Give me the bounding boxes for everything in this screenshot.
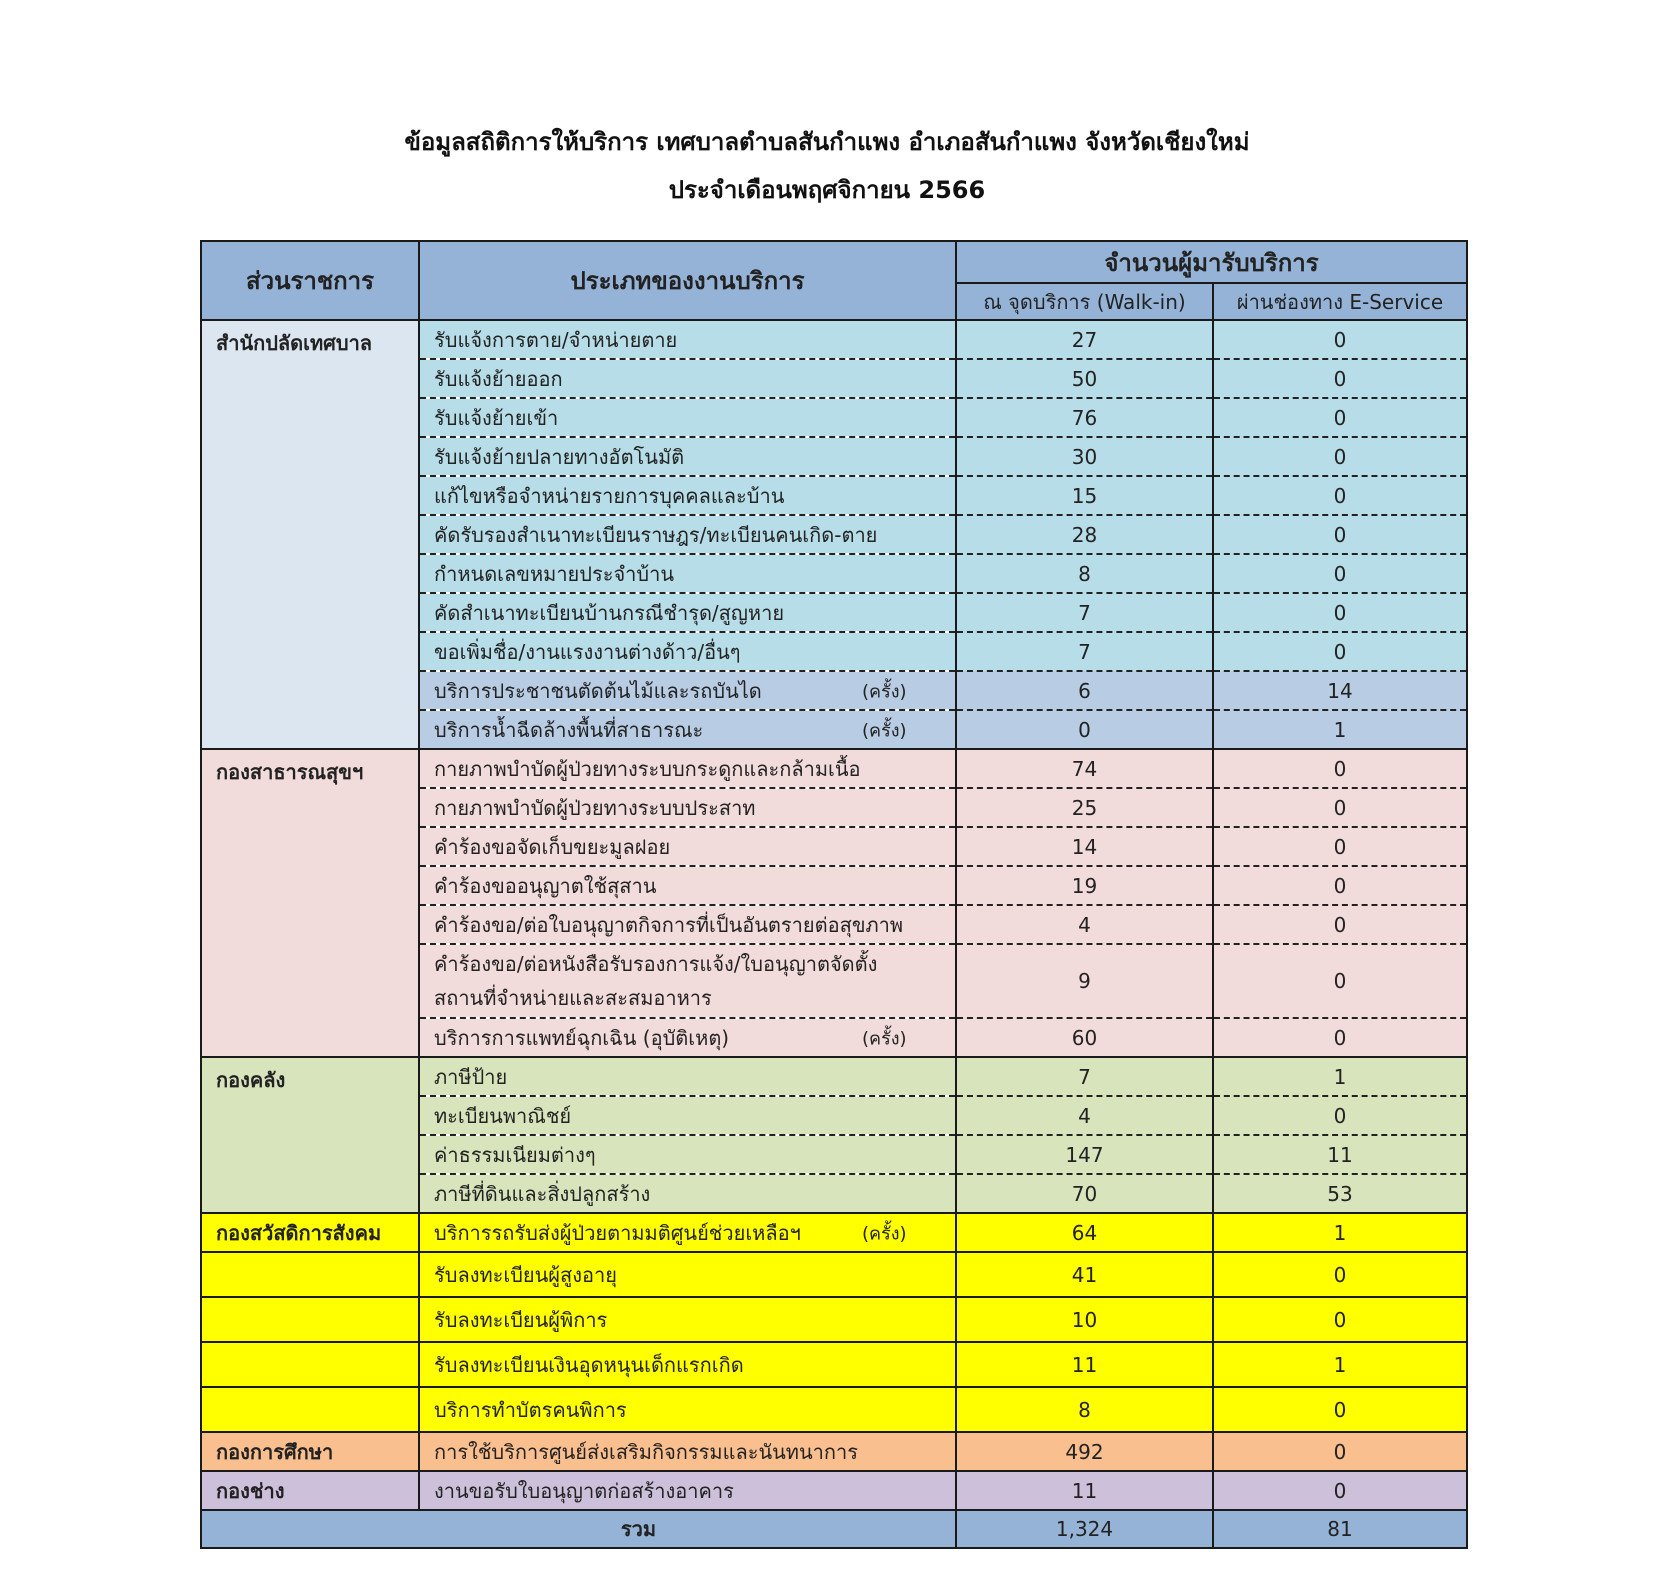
header-walkin: ณ จุดบริการ (Walk-in) [956, 283, 1213, 320]
service-cell: งานขอรับใบอนุญาตก่อสร้างอาคาร [419, 1471, 956, 1510]
service-cell: แก้ไขหรือจำหน่ายรายการบุคคลและบ้าน [419, 476, 956, 515]
total-label: รวม [201, 1510, 956, 1548]
service-cell: ค่าธรรมเนียมต่างๆ [419, 1135, 956, 1174]
service-cell: คัดรับรองสำเนาทะเบียนราษฎร/ทะเบียนคนเกิด-ตาย [419, 515, 956, 554]
service-cell: รับแจ้งย้ายปลายทางอัตโนมัติ [419, 437, 956, 476]
walkin-cell: 50 [956, 359, 1213, 398]
header-recipients: จำนวนผู้มารับบริการ [956, 241, 1467, 283]
service-label-line2: สถานที่จำหน่ายและสะสมอาหาร [434, 986, 712, 1010]
eservice-cell: 0 [1213, 1096, 1467, 1135]
eservice-cell: 0 [1213, 1471, 1467, 1510]
table-row [201, 1471, 1467, 1510]
service-cell [419, 1018, 956, 1057]
service-cell: รับแจ้งการตาย/จำหน่ายตาย [419, 320, 956, 359]
walkin-cell: 11 [956, 1342, 1213, 1387]
department-cell-finance: กองคลัง [201, 1057, 419, 1213]
walkin-cell: 70 [956, 1174, 1213, 1213]
service-cell: กายภาพบำบัดผู้ป่วยทางระบบกระดูกและกล้ามเนื้อ [419, 749, 956, 788]
walkin-cell: 147 [956, 1135, 1213, 1174]
total-eservice: 81 [1213, 1510, 1467, 1548]
unit-label: (ครั้ง) [862, 681, 907, 702]
service-label: บริการน้ำฉีดล้างพื้นที่สาธารณะ [434, 717, 704, 742]
eservice-cell: 1 [1213, 1213, 1467, 1252]
walkin-cell: 60 [956, 1018, 1213, 1057]
walkin-cell: 7 [956, 593, 1213, 632]
service-cell: คำร้องขอจัดเก็บขยะมูลฝอย [419, 827, 956, 866]
walkin-cell: 25 [956, 788, 1213, 827]
service-cell: ภาษีที่ดินและสิ่งปลูกสร้าง [419, 1174, 956, 1213]
service-label: บริการการแพทย์ฉุกเฉิน (อุบัติเหตุ) [434, 1025, 730, 1050]
department-cell-empty [201, 1387, 419, 1432]
table-row [201, 749, 1467, 788]
service-cell [419, 944, 956, 1018]
service-cell: คำร้องขอ/ต่อใบอนุญาตกิจการที่เป็นอันตรายต่อสุขภาพ [419, 905, 956, 944]
walkin-cell: 8 [956, 1387, 1213, 1432]
department-cell-welfare: กองสวัสดิการสังคม [201, 1213, 419, 1252]
eservice-cell: 0 [1213, 1387, 1467, 1432]
walkin-cell: 11 [956, 1471, 1213, 1510]
service-statistics-table [200, 240, 1468, 1549]
walkin-cell: 14 [956, 827, 1213, 866]
unit-label: (ครั้ง) [862, 1028, 907, 1049]
eservice-cell: 1 [1213, 1057, 1467, 1096]
service-cell: บริการทำบัตรคนพิการ [419, 1387, 956, 1432]
walkin-cell: 41 [956, 1252, 1213, 1297]
service-cell [419, 671, 956, 710]
total-row [201, 1510, 1467, 1548]
department-cell-engineering: กองช่าง [201, 1471, 419, 1510]
eservice-cell: 0 [1213, 1018, 1467, 1057]
table-row [201, 320, 1467, 359]
table-row [201, 1057, 1467, 1096]
eservice-cell: 0 [1213, 554, 1467, 593]
service-cell: รับแจ้งย้ายออก [419, 359, 956, 398]
eservice-cell: 0 [1213, 827, 1467, 866]
service-cell: คำร้องขออนุญาตใช้สุสาน [419, 866, 956, 905]
table-row [201, 1252, 1467, 1297]
eservice-cell: 1 [1213, 710, 1467, 749]
service-cell [419, 1213, 956, 1252]
eservice-cell: 0 [1213, 1297, 1467, 1342]
service-cell: ขอเพิ่มชื่อ/งานแรงงานต่างด้าว/อื่นๆ [419, 632, 956, 671]
walkin-cell: 76 [956, 398, 1213, 437]
department-cell-empty [201, 1297, 419, 1342]
department-cell-empty [201, 1252, 419, 1297]
department-cell-empty [201, 1342, 419, 1387]
walkin-cell: 19 [956, 866, 1213, 905]
eservice-cell: 0 [1213, 437, 1467, 476]
service-cell: ภาษีป้าย [419, 1057, 956, 1096]
walkin-cell: 4 [956, 1096, 1213, 1135]
eservice-cell: 0 [1213, 944, 1467, 1018]
walkin-cell: 27 [956, 320, 1213, 359]
page-title: ข้อมูลสถิติการให้บริการ เทศบาลตำบลสันกำแพง อำเภอสันกำแพง จังหวัดเชียงใหม่ [404, 128, 1250, 156]
header-service-type: ประเภทของงานบริการ [419, 241, 956, 320]
department-cell-education: กองการศึกษา [201, 1432, 419, 1471]
service-label: บริการประชาชนตัดต้นไม้และรถบันได [434, 678, 762, 703]
walkin-cell: 9 [956, 944, 1213, 1018]
header-eservice: ผ่านช่องทาง E-Service [1213, 283, 1467, 320]
walkin-cell: 10 [956, 1297, 1213, 1342]
table-row [201, 1297, 1467, 1342]
service-cell: การใช้บริการศูนย์ส่งเสริมกิจกรรมและนันทนาการ [419, 1432, 956, 1471]
eservice-cell: 11 [1213, 1135, 1467, 1174]
walkin-cell: 30 [956, 437, 1213, 476]
service-cell [419, 710, 956, 749]
walkin-cell: 28 [956, 515, 1213, 554]
total-walkin: 1,324 [956, 1510, 1213, 1548]
eservice-cell: 0 [1213, 398, 1467, 437]
eservice-cell: 53 [1213, 1174, 1467, 1213]
service-label: บริการรถรับส่งผู้ป่วยตามมติศูนย์ช่วยเหลือฯ [434, 1220, 801, 1245]
eservice-cell: 0 [1213, 359, 1467, 398]
service-cell: กำหนดเลขหมายประจำบ้าน [419, 554, 956, 593]
service-cell: รับลงทะเบียนผู้พิการ [419, 1297, 956, 1342]
walkin-cell: 7 [956, 1057, 1213, 1096]
walkin-cell: 7 [956, 632, 1213, 671]
eservice-cell: 0 [1213, 1432, 1467, 1471]
eservice-cell: 0 [1213, 476, 1467, 515]
walkin-cell: 6 [956, 671, 1213, 710]
department-cell-clerk: สำนักปลัดเทศบาล [201, 320, 419, 749]
eservice-cell: 0 [1213, 788, 1467, 827]
header-department: ส่วนราชการ [201, 241, 419, 320]
walkin-cell: 4 [956, 905, 1213, 944]
service-cell: รับแจ้งย้ายเข้า [419, 398, 956, 437]
eservice-cell: 14 [1213, 671, 1467, 710]
walkin-cell: 492 [956, 1432, 1213, 1471]
eservice-cell: 0 [1213, 1252, 1467, 1297]
eservice-cell: 0 [1213, 749, 1467, 788]
service-cell: คัดสำเนาทะเบียนบ้านกรณีชำรุด/สูญหาย [419, 593, 956, 632]
eservice-cell: 0 [1213, 593, 1467, 632]
eservice-cell: 0 [1213, 320, 1467, 359]
eservice-cell: 0 [1213, 632, 1467, 671]
department-cell-health: กองสาธารณสุขฯ [201, 749, 419, 1057]
service-cell: รับลงทะเบียนผู้สูงอายุ [419, 1252, 956, 1297]
eservice-cell: 0 [1213, 515, 1467, 554]
service-cell: กายภาพบำบัดผู้ป่วยทางระบบประสาท [419, 788, 956, 827]
service-cell: รับลงทะเบียนเงินอุดหนุนเด็กแรกเกิด [419, 1342, 956, 1387]
walkin-cell: 0 [956, 710, 1213, 749]
table-row [201, 1387, 1467, 1432]
table-row [201, 1432, 1467, 1471]
service-cell: ทะเบียนพาณิชย์ [419, 1096, 956, 1135]
walkin-cell: 15 [956, 476, 1213, 515]
walkin-cell: 8 [956, 554, 1213, 593]
table-row [201, 1213, 1467, 1252]
walkin-cell: 64 [956, 1213, 1213, 1252]
unit-label: (ครั้ง) [862, 720, 907, 741]
walkin-cell: 74 [956, 749, 1213, 788]
table-row [201, 1342, 1467, 1387]
eservice-cell: 1 [1213, 1342, 1467, 1387]
unit-label: (ครั้ง) [862, 1223, 907, 1244]
eservice-cell: 0 [1213, 866, 1467, 905]
page-subtitle: ประจำเดือนพฤศจิกายน 2566 [668, 176, 986, 204]
eservice-cell: 0 [1213, 905, 1467, 944]
service-label-line1: คำร้องขอ/ต่อหนังสือรับรองการแจ้ง/ใบอนุญาตจัดตั้ง [434, 952, 878, 976]
